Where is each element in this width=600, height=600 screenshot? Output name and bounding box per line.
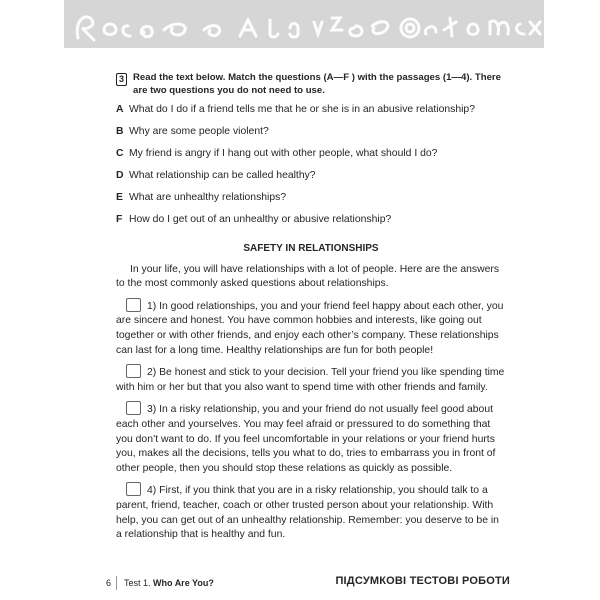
questions-list	[116, 103, 506, 228]
exercise-content	[116, 72, 506, 549]
question-item	[116, 169, 506, 184]
section-title: ПІДСУМКОВІ ТЕСТОВІ РОБОТИ	[335, 575, 510, 587]
question-letter: F	[116, 214, 123, 226]
page-number: 6	[106, 578, 112, 588]
article-title: SAFETY IN RELATIONSHIPS	[243, 243, 379, 255]
question-item	[116, 103, 506, 118]
answer-box[interactable]	[126, 364, 141, 378]
question-text: What are unhealthy relationships?	[129, 192, 287, 204]
test-label: Test 1.	[124, 578, 151, 588]
task-header	[116, 72, 506, 97]
question-text: What relationship can be called healthy?	[129, 170, 316, 182]
passage-text: 4) First, if you think that you are in a risky relationship, you should talk to a parent, friend, teacher, coach or other trusted person about your relationship. With help, you can get out of an unhealthy relationship. Remember: you deserve to be in a relationship that is healthy and fun.	[116, 485, 499, 541]
question-letter: A	[116, 104, 124, 115]
question-item	[116, 213, 506, 228]
article-intro: In your life, you will have relationships with a lot of people. Here are the answers to the most commonly asked questions about relationships.	[116, 263, 500, 290]
footer-test-label	[124, 578, 214, 588]
question-letter: E	[116, 192, 123, 204]
question-letter: B	[116, 126, 124, 138]
question-item	[116, 147, 506, 162]
page-footer	[100, 576, 510, 596]
task-instruction: Read the text below. Match the questions (A—F ) with the passages (1—4). There are two questions you do not need to use.	[133, 72, 501, 96]
footer-divider	[116, 576, 117, 590]
test-title: Who Are You?	[153, 578, 214, 588]
passage-3	[116, 401, 506, 476]
question-letter: D	[116, 170, 124, 182]
passage-4	[116, 482, 506, 542]
passage-2	[116, 364, 506, 395]
task-number-badge: 3	[116, 73, 127, 86]
answer-box[interactable]	[126, 482, 141, 496]
answer-box[interactable]	[126, 401, 141, 415]
question-text: Why are some people violent?	[129, 126, 269, 138]
question-item	[116, 191, 506, 206]
question-text: What do I do if a friend tells me that he or she is in an abusive relationship?	[129, 104, 475, 115]
decorative-letters-banner	[64, 0, 544, 48]
question-text: My friend is angry if I hang out with other people, what should I do?	[129, 148, 438, 160]
question-letter: C	[116, 148, 124, 160]
question-item	[116, 125, 506, 140]
passage-text: 1) In good relationships, you and your friend feel happy about each other, you are sincere and honest. You have common hobbies and interests, like going out together or with other friends, and enjoy each other’s company. These relationships can last for a long time. Healthy relationships are fun for both people!	[116, 300, 504, 356]
letters-illustration	[64, 0, 544, 48]
passage-1	[116, 298, 506, 358]
passage-text: 3) In a risky relationship, you and your friend do not usually feel good about each other and yourselves. You may feel afraid or pressured to do something that you don’t want to do. If you feel uncomfortable in your relations or your friend hurts you, makes all the decisions, tells you what to do, tries to embarrass you in front of other people, then you should stop these relations as quickly as possible.	[116, 404, 496, 474]
passage-text: 2) Be honest and stick to your decision. Tell your friend you like spending time with him or her but that you also want to spend time with other friends and family.	[116, 367, 505, 393]
question-text: How do I get out of an unhealthy or abusive relationship?	[129, 214, 392, 226]
answer-box[interactable]	[126, 298, 141, 312]
